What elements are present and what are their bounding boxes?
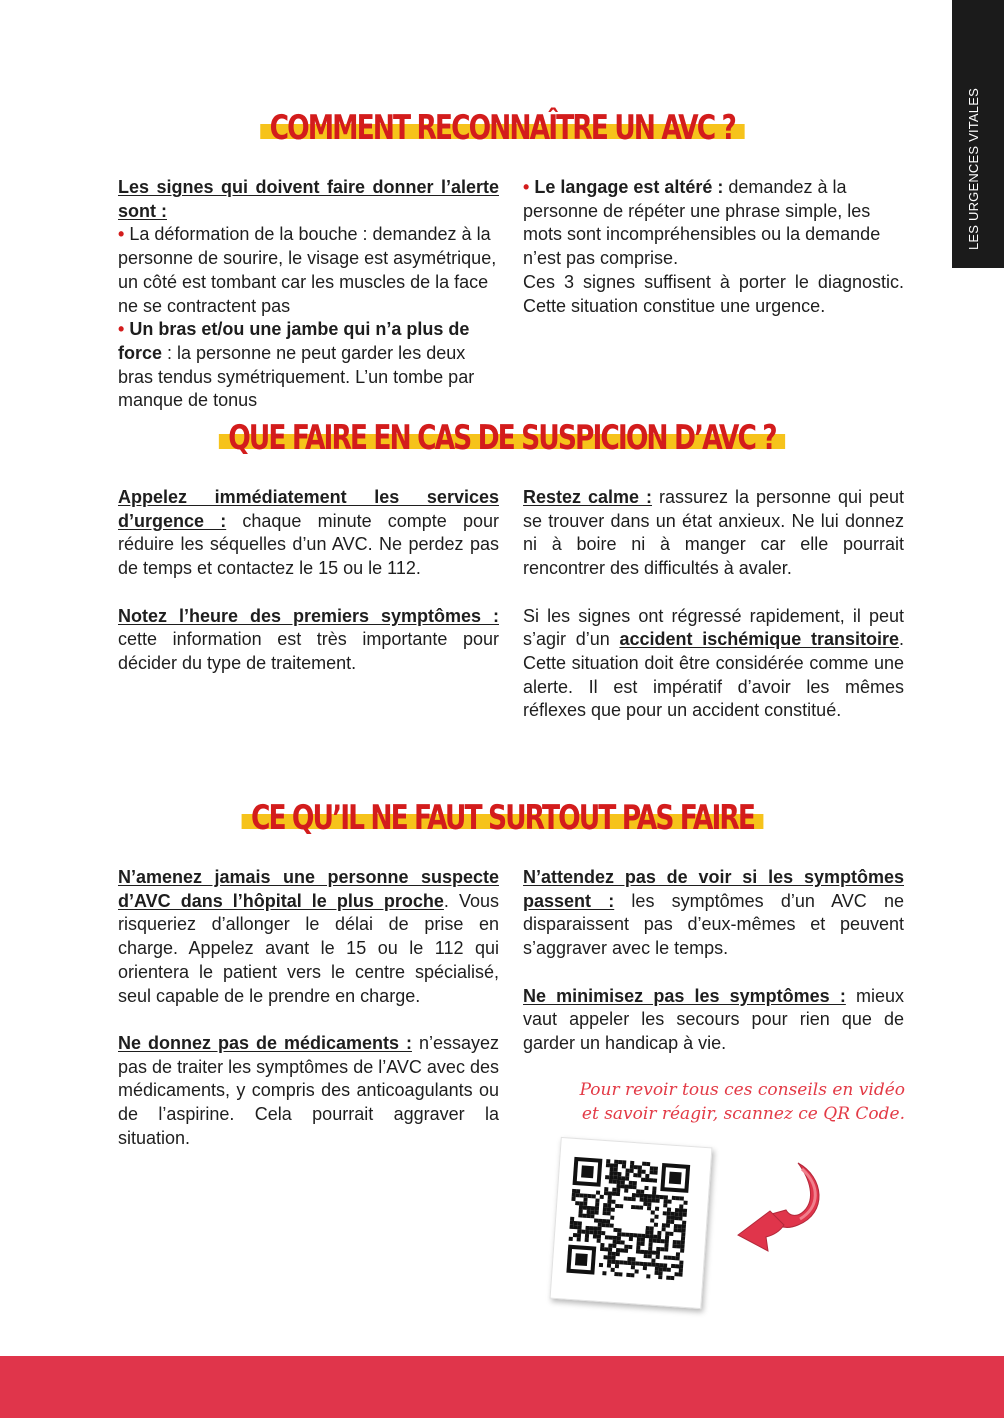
qr-code-icon[interactable] (551, 1138, 712, 1308)
section2-right-column (523, 486, 904, 723)
section1-intro: Les signes qui doivent faire donner l’alerte sont : (118, 177, 499, 221)
section2-p2-bold: Notez l’heure des premiers symptômes : (118, 605, 499, 626)
section3-p3-text: les symptômes d’un AVC ne disparaissent pas d’eux-mêmes et peuvent s’aggraver avec le temps. (523, 890, 904, 959)
qr-note-line2: et savoir réagir, scannez ce QR Code. (581, 1104, 905, 1124)
section2-p3-bold: Restez calme : (523, 487, 652, 507)
footer-bar (0, 1356, 1004, 1418)
section3-title: CE QU’IL NE FAUT SURTOUT PAS FAIRE (241, 798, 763, 838)
bullet-icon: • (118, 224, 125, 245)
section2-p1-bold: Appelez immédiatement les services d’urgence : (118, 487, 499, 531)
section3-p2-bold: Ne donnez pas de médicaments : (118, 1032, 412, 1053)
section2-title: QUE FAIRE EN CAS DE SUSPICION D’AVC ? (219, 418, 785, 458)
section3-left-column (118, 866, 499, 1150)
section2-left-column (118, 486, 499, 699)
section1-heading-wrap (0, 108, 1004, 148)
section1-bullet3-text: demandez à la personne de répéter une phrase simple, les mots sont incompréhensibles ou la demande n’est pas comprise. (523, 177, 881, 269)
qr-code-card[interactable] (550, 1137, 713, 1309)
section2-p2-text: cette information est très importante pour décider du type de traitement. (118, 629, 499, 673)
section3-right-column (523, 866, 904, 1056)
section3-p4-bold: Ne minimisez pas les symptômes : (523, 985, 846, 1006)
section1-bullet1: La déformation de la bouche : demandez à la personne de sourire, le visage est asymétrique, un côté est tombant car les muscles de la face ne se contractent pas (118, 224, 497, 316)
section3-p2-text: n’essayez pas de traiter les symptômes de l’AVC avec des médicaments, y compris des anticoagulants ou de l’aspirine. Cela pourrait aggraver la situation. (118, 1032, 499, 1148)
bullet-icon: • (118, 319, 125, 340)
section2-heading-wrap (0, 418, 1004, 458)
curved-arrow-icon (728, 1155, 833, 1260)
qr-note-line1: Pour revoir tous ces conseils en vidéo (579, 1080, 905, 1100)
section1-bullet2-bold: Un bras et/ou une jambe qui n’a plus de force (118, 319, 470, 363)
side-tab-label: LES URGENCES VITALES (966, 88, 981, 250)
section3-p1-bold: N’amenez jamais une personne suspecte d’AVC dans l’hôpital le plus proche (118, 867, 499, 911)
bullet-icon: • (523, 177, 530, 197)
section3-p3-bold: N’attendez pas de voir si les symptômes passent : (523, 867, 904, 911)
section2-p3-text: rassurez la personne qui peut se trouver dans un état anxieux. Ne lui donnez ni à boire ni à manger car elle pourrait rencontrer des difficultés à avaler. (523, 487, 904, 579)
section1-bullet2-text: : la personne ne peut garder les deux bras tendus symétriquement. L’un tombe par manque de tonus (118, 342, 475, 411)
section2-p4-bold: accident ischémique transitoire (619, 629, 899, 650)
section1-right-content (523, 176, 904, 318)
section2-p1-text: chaque minute compte pour réduire les séquelles d’un AVC. Ne perdez pas de temps et contactez le 15 ou le 112. (118, 510, 500, 579)
qr-note (560, 1078, 905, 1126)
section2-p4-text-b: . Cette situation doit être considérée comme une alerte. Il est impératif d’avoir les mêmes réflexes que pour un accident constitué. (523, 629, 904, 721)
section3-heading-wrap (0, 798, 1004, 838)
section1-left-column (118, 176, 499, 413)
section3-p4-text: mieux vaut appeler les secours pour rien que de garder un handicap à vie. (523, 985, 905, 1053)
section1-title: COMMENT RECONNAÎTRE UN AVC ? (260, 108, 744, 148)
section1-bullet3-bold: Le langage est altéré : (534, 177, 724, 197)
section2-p4-text-a: Si les signes ont régressé rapidement, il peut s’agir d’un (523, 605, 904, 650)
section3-p1-text: . Vous risqueriez d’allonger le délai de prise en charge. Appelez avant le 15 ou le 112 qui orientera le patient vers le centre spécialisé, seul capable de le prendre en charge. (118, 890, 499, 1006)
section1-conclusion: Ces 3 signes suffisent à porter le diagnostic. Cette situation constitue une urgence. (523, 271, 904, 316)
